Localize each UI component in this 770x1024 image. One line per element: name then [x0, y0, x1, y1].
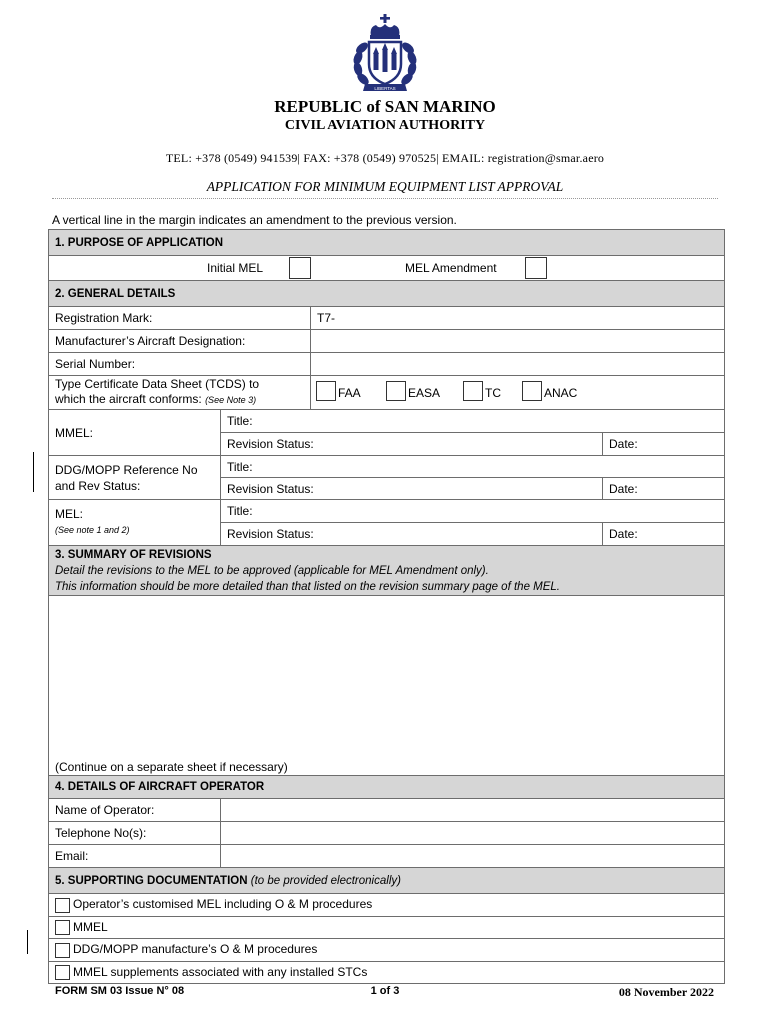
doc-item [49, 917, 725, 939]
operator-phone-input[interactable] [221, 822, 725, 845]
tcds-label-line-1: Type Certificate Data Sheet (TCDS) to [55, 377, 260, 391]
mmel-label: MMEL: [49, 410, 221, 456]
doc-item [49, 894, 725, 917]
mmel-date-field[interactable]: Date: [603, 433, 725, 456]
faa-label: FAA [338, 386, 361, 400]
mel-note: (See note 1 and 2) [55, 525, 130, 535]
initial-mel-label: Initial MEL [207, 261, 264, 275]
tcds-options [311, 376, 725, 410]
tcds-label [49, 376, 311, 410]
amendment-margin-bar [33, 452, 34, 492]
summary-instruction-1: Detail the revisions to the MEL to be approved (applicable for MEL Amendment only). [55, 564, 489, 577]
easa-checkbox[interactable] [386, 381, 406, 401]
doc-item [49, 939, 725, 962]
purpose-row [49, 256, 725, 281]
ddg-title-field[interactable]: Title: [221, 456, 725, 478]
anac-checkbox[interactable] [522, 381, 542, 401]
serial-number-label: Serial Number: [49, 353, 311, 376]
application-form [48, 229, 725, 984]
section-heading-general: 2. GENERAL DETAILS [49, 281, 725, 307]
application-title: APPLICATION FOR MINIMUM EQUIPMENT LIST APPROVAL [206, 179, 564, 194]
easa-label: EASA [408, 386, 441, 400]
anac-label: ANAC [544, 386, 578, 400]
tcds-note: (See Note 3) [205, 395, 257, 405]
docs-heading-note: (to be provided electronically) [250, 874, 401, 887]
operator-name-input[interactable] [221, 799, 725, 822]
manufacturer-designation-label: Manufacturer’s Aircraft Designation: [49, 330, 311, 353]
mel-label-cell [49, 500, 221, 546]
san-marino-coat-of-arms-icon [349, 14, 421, 96]
doc-item-label: MMEL [73, 919, 108, 934]
section-heading-purpose: 1. PURPOSE OF APPLICATION [49, 230, 725, 256]
ddg-date-field[interactable]: Date: [603, 478, 725, 500]
footer-form-id: FORM SM 03 Issue N° 08 [55, 985, 185, 997]
mmel-revision-field[interactable]: Revision Status: [221, 433, 603, 456]
operator-name-label: Name of Operator: [49, 799, 221, 822]
mel-amendment-checkbox[interactable] [525, 257, 547, 279]
continue-note: (Continue on a separate sheet if necessary) [55, 760, 288, 774]
footer-page-number: 1 of 3 [370, 985, 400, 997]
ddg-mopp-label-line-1: DDG/MOPP Reference No [55, 462, 198, 477]
doc-item-checkbox[interactable] [55, 920, 70, 935]
doc-item-checkbox[interactable] [55, 965, 70, 980]
contact-line: TEL: +378 (0549) 941539| FAX: +378 (0549) 970525| EMAIL: registration@smar.aero [165, 151, 605, 165]
doc-item-checkbox[interactable] [55, 898, 70, 913]
section-heading-summary [49, 546, 725, 596]
operator-email-input[interactable] [221, 845, 725, 868]
section-heading-operator: 4. DETAILS OF AIRCRAFT OPERATOR [49, 776, 725, 799]
doc-item [49, 962, 725, 984]
summary-heading: 3. SUMMARY OF REVISIONS [55, 548, 212, 561]
title-divider [52, 198, 718, 199]
summary-text-area[interactable] [49, 596, 725, 776]
doc-item-label: Operator’s customised MEL including O & M procedures [73, 897, 373, 912]
mel-title-field[interactable]: Title: [221, 500, 725, 523]
ddg-mopp-label-line-2: and Rev Status: [55, 478, 141, 493]
faa-checkbox[interactable] [316, 381, 336, 401]
doc-item-checkbox[interactable] [55, 943, 70, 958]
ddg-mopp-label [49, 456, 221, 500]
tc-label: TC [485, 386, 501, 400]
serial-number-input[interactable] [311, 353, 725, 376]
manufacturer-designation-input[interactable] [311, 330, 725, 353]
authority-title: REPUBLIC of SAN MARINO [274, 97, 496, 116]
mmel-title-field[interactable]: Title: [221, 410, 725, 433]
doc-item-label: MMEL supplements associated with any installed STCs [73, 964, 368, 979]
operator-email-label: Email: [49, 845, 221, 868]
tcds-label-line-2: which the aircraft conforms: [55, 392, 202, 406]
crest-motto: LIBERTAS [374, 86, 396, 91]
doc-item-label: DDG/MOPP manufacture’s O & M procedures [73, 942, 318, 957]
footer-date: 08 November 2022 [618, 985, 714, 999]
amendment-note: A vertical line in the margin indicates an amendment to the previous version. [52, 213, 457, 227]
mel-amendment-label: MEL Amendment [405, 261, 497, 275]
mel-date-field[interactable]: Date: [603, 523, 725, 546]
mel-label: MEL: [55, 507, 84, 521]
mel-revision-field[interactable]: Revision Status: [221, 523, 603, 546]
section-heading-docs [49, 868, 725, 894]
summary-instruction-2: This information should be more detailed than that listed on the revision summary page of the MEL. [55, 580, 560, 593]
ddg-revision-field[interactable]: Revision Status: [221, 478, 603, 500]
authority-subtitle: CIVIL AVIATION AUTHORITY [284, 118, 486, 133]
docs-heading: 5. SUPPORTING DOCUMENTATION [55, 874, 248, 887]
initial-mel-checkbox[interactable] [289, 257, 311, 279]
registration-label: Registration Mark: [49, 307, 311, 330]
amendment-margin-bar [27, 930, 28, 954]
operator-phone-label: Telephone No(s): [49, 822, 221, 845]
registration-input[interactable]: T7- [311, 307, 725, 330]
tc-checkbox[interactable] [463, 381, 483, 401]
